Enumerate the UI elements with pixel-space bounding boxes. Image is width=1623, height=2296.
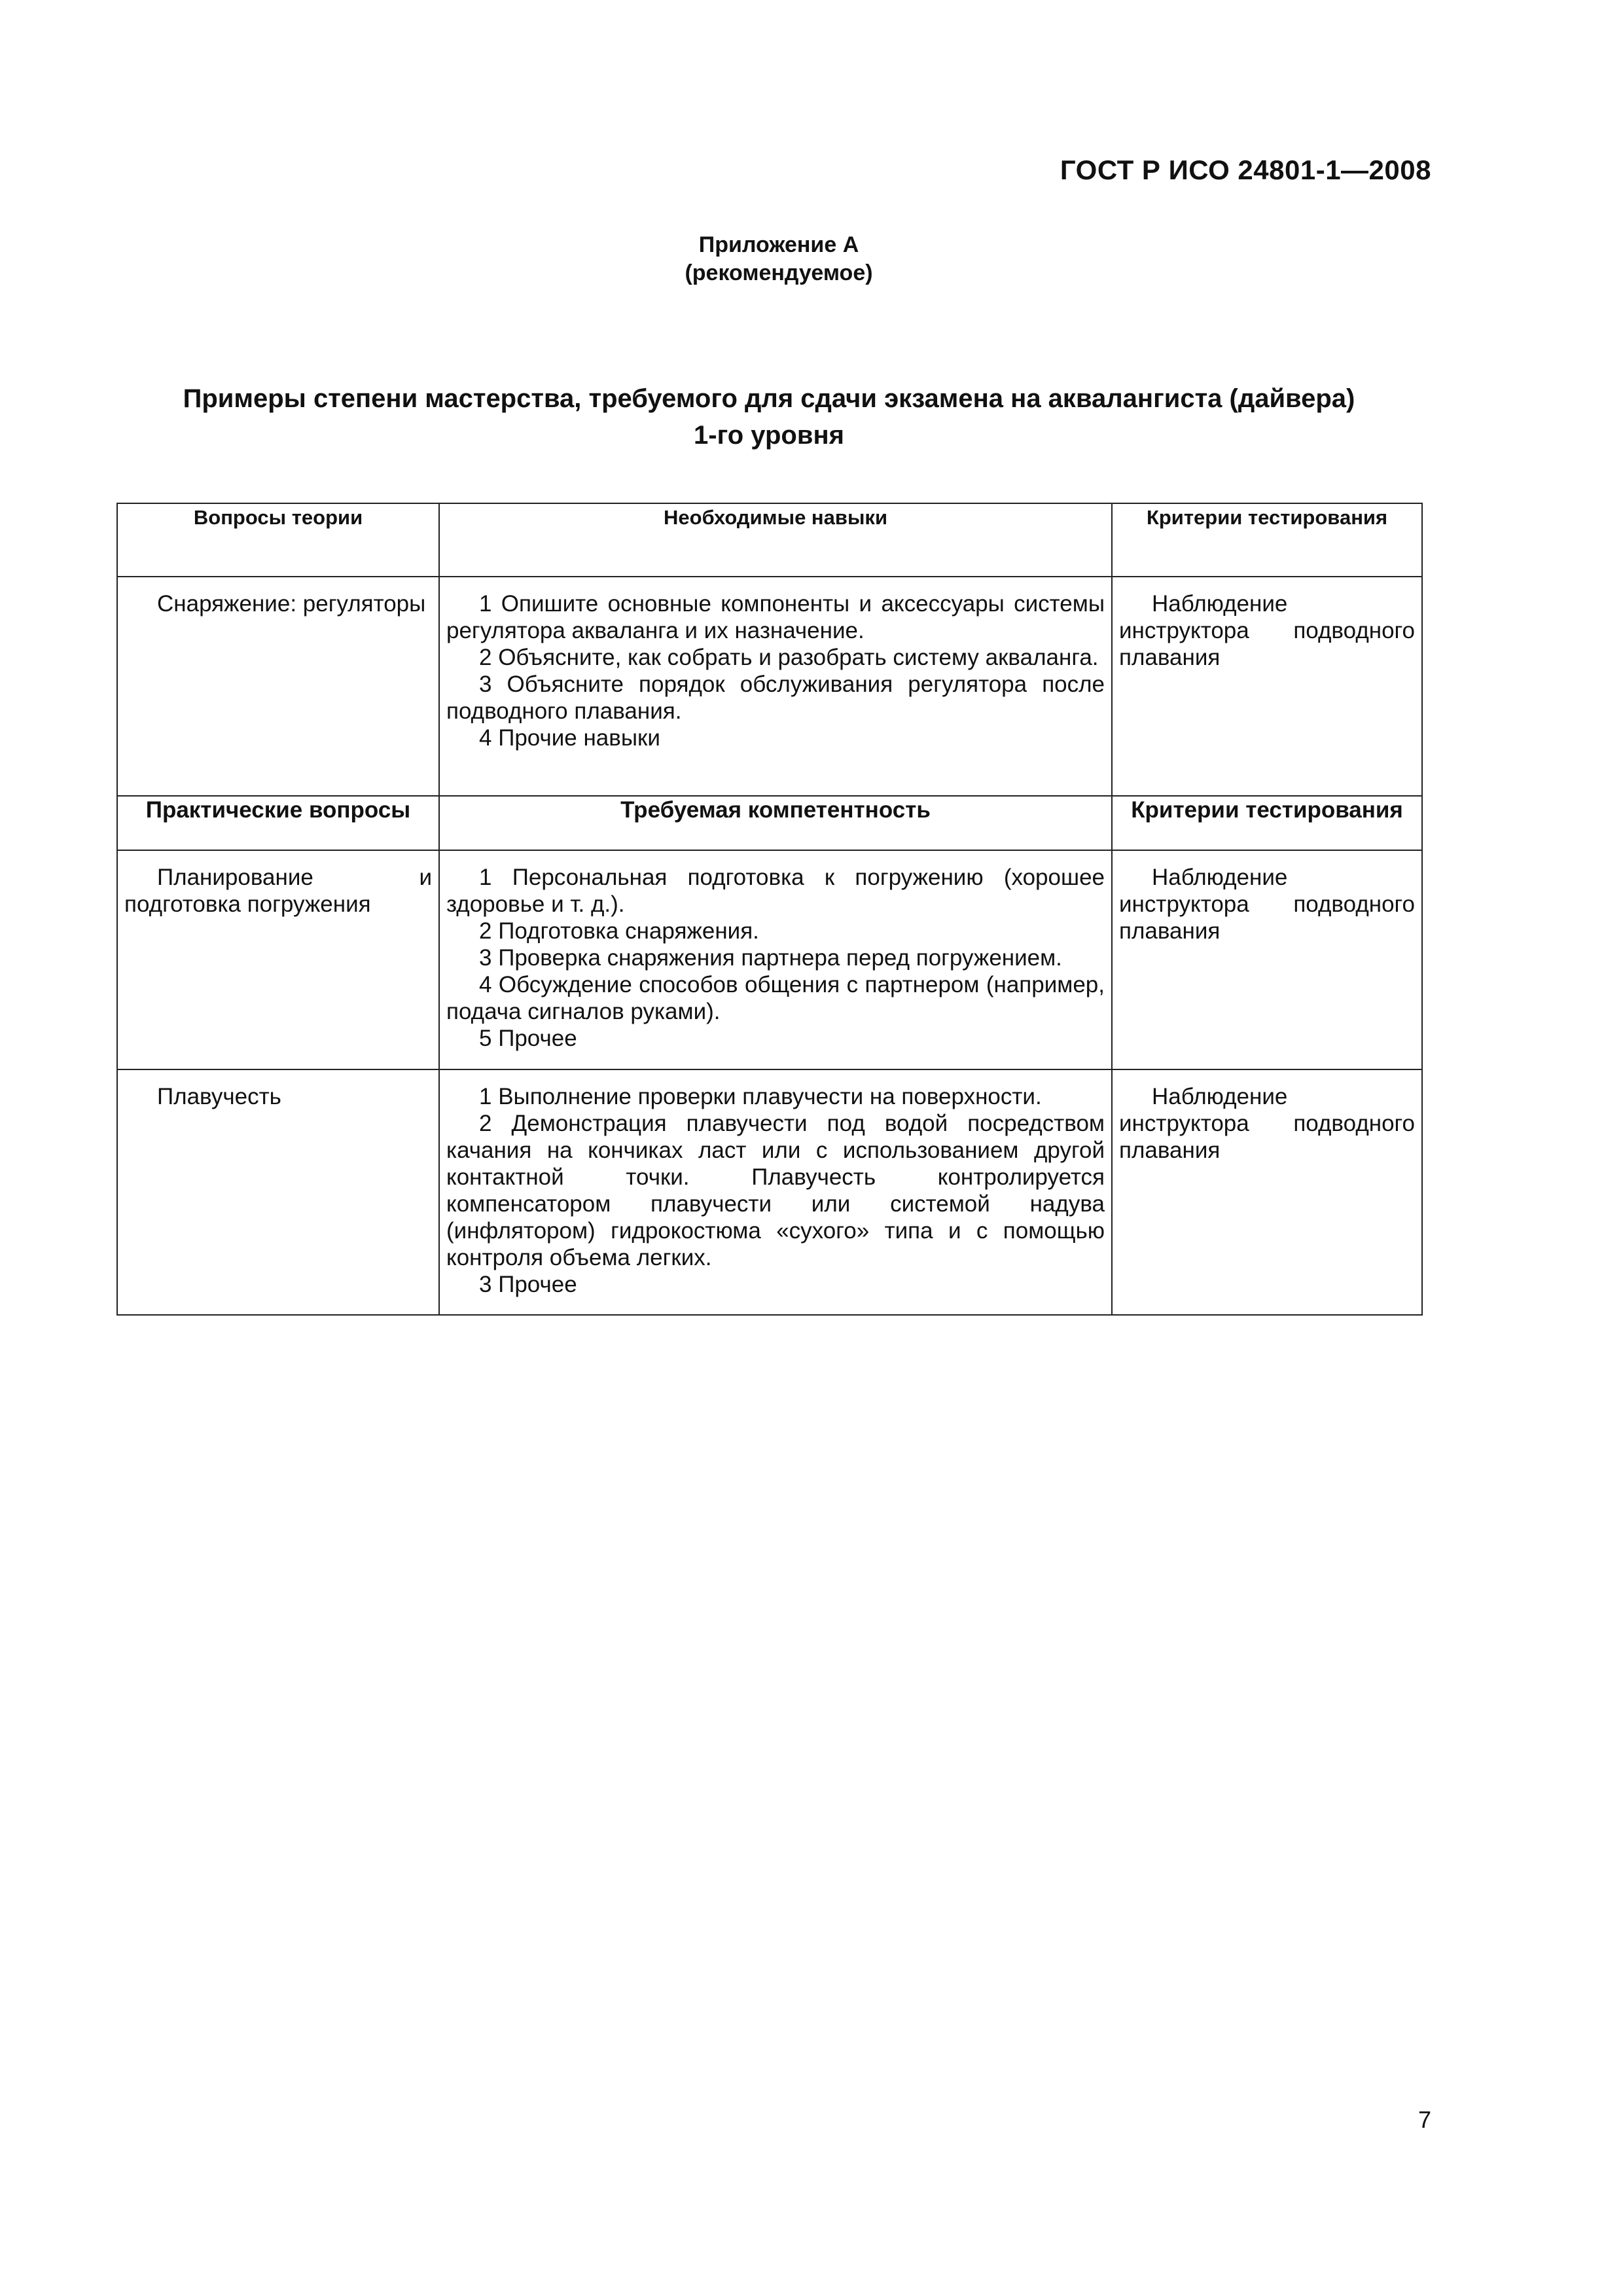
column-header-practice: Практические вопросы (117, 796, 439, 850)
appendix-title: Приложение А (698, 232, 859, 257)
list-item: 1 Выполнение проверки плавучести на поверхности. (479, 1084, 1042, 1109)
criteria-cell (1112, 577, 1422, 796)
items-list (440, 851, 1111, 1061)
skills-table (116, 503, 1423, 1316)
items-cell (439, 850, 1112, 1069)
topic-cell (117, 850, 439, 1069)
criteria-text: Наблюдение инструктора подводного плавания (1119, 1084, 1415, 1163)
criteria-cell (1112, 1069, 1422, 1315)
criteria-text: Наблюдение инструктора подводного плавания (1119, 591, 1415, 670)
items-cell (439, 1069, 1112, 1315)
list-item: 4 Прочие навыки (479, 725, 660, 751)
table-row (117, 577, 1422, 796)
main-title-line-2: 1-го уровня (694, 421, 844, 450)
list-item: 1 Опишите основные компоненты и аксессуары системы регулятора акваланга и их назначение. (446, 591, 1105, 643)
items-list (440, 577, 1111, 761)
main-title-line-1: Примеры степени мастерства, требуемого для сдачи экзамена на аквалангиста (дайвера) (183, 384, 1355, 413)
theory-header-row (117, 503, 1422, 577)
list-item: 2 Демонстрация плавучести под водой посредством качания на кончиках ласт или с использованием другой контактной точки. Плавучесть контролируется компенсатором плавучести или системой надува (инфлятором) гидрокостюма «сухого» типа и с помощью контроля объема легких. (446, 1111, 1105, 1270)
appendix-type: (рекомендуемое) (685, 260, 873, 285)
list-item: 1 Персональная подготовка к погружению (хорошее здоровье и т. д.). (446, 865, 1105, 917)
criteria-cell (1112, 850, 1422, 1069)
criteria-text: Наблюдение инструктора подводного плавания (1119, 865, 1415, 944)
topic-text: Планирование и подготовка погружения (124, 865, 432, 917)
list-item: 4 Обсуждение способов общения с партнером (например, подача сигналов руками). (446, 972, 1105, 1024)
table-row (117, 850, 1422, 1069)
items-list (440, 1070, 1111, 1307)
list-item: 2 Объясните, как собрать и разобрать систему акваланга. (479, 645, 1099, 670)
column-header-criteria: Критерии тестирования (1112, 503, 1422, 577)
column-header-skills: Необходимые навыки (439, 503, 1112, 577)
main-title (116, 380, 1421, 454)
column-header-criteria: Критерии тестирования (1112, 796, 1422, 850)
list-item: 5 Прочее (479, 1026, 577, 1051)
page-number: 7 (1418, 2106, 1431, 2133)
topic-cell (117, 1069, 439, 1315)
table-row (117, 1069, 1422, 1315)
topic-cell (117, 577, 439, 796)
topic-text: Снаряжение: регуляторы (157, 591, 426, 617)
practice-header-row (117, 796, 1422, 850)
list-item: 3 Прочее (479, 1272, 577, 1297)
column-header-competence: Требуемая компетентность (439, 796, 1112, 850)
list-item: 2 Подготовка снаряжения. (479, 918, 759, 944)
column-header-theory: Вопросы теории (117, 503, 439, 577)
list-item: 3 Проверка снаряжения партнера перед погружением. (479, 945, 1062, 971)
topic-text: Плавучесть (157, 1084, 281, 1109)
document-code: ГОСТ Р ИСО 24801-1—2008 (1060, 154, 1431, 185)
items-cell (439, 577, 1112, 796)
list-item: 3 Объясните порядок обслуживания регулятора после подводного плавания. (446, 672, 1105, 724)
